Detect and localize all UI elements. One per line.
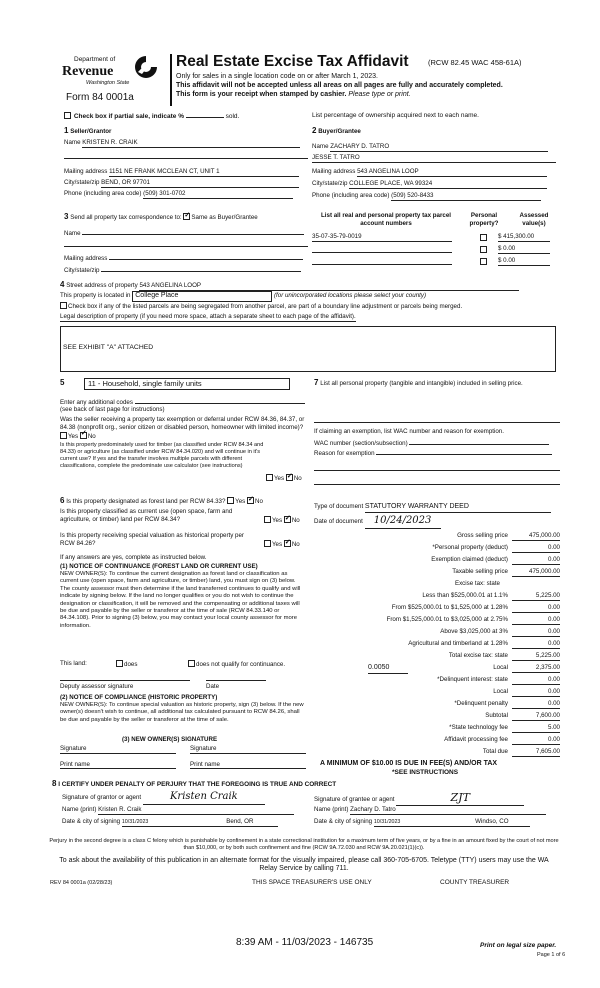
reason-line-2[interactable] — [314, 470, 560, 471]
section-6 — [60, 496, 308, 826]
additional-codes-field[interactable] — [135, 398, 305, 404]
parcel-header-assessed: Assessed value(s) — [519, 212, 549, 227]
header-line-2: This affidavit will not be accepted unless all areas on all pages are fully and accurately completed. — [176, 82, 503, 89]
county-treasurer-label: COUNTY TREASURER — [440, 879, 510, 886]
location-note: (for unincorporated locations please select your county) — [273, 292, 427, 299]
section-7 — [314, 378, 560, 528]
buyer-name-row: Name ZACHARY D. TATRO — [312, 143, 556, 152]
seller-mail-row: Mailing address 1151 NE FRANK MCCLEAN CT, UNIT 1 — [64, 168, 308, 177]
calc-row: Exemption claimed (deduct) 0.00 — [431, 556, 560, 563]
buyer-phone-field[interactable]: (509) 520-8433 — [391, 192, 541, 201]
parcel-row — [312, 233, 556, 243]
grantor-print-row: Name (print) Kristen R. Craik — [62, 806, 302, 815]
minimum-fee-note: A MINIMUM OF $10.00 IS DUE IN FEE(S) AND/OR TAX — [320, 760, 498, 767]
historic-no-checkbox[interactable] — [284, 540, 291, 547]
grantee-signature-row: Signature of grantee or agent ZJT — [314, 791, 554, 806]
corr-name-row: Name — [64, 229, 308, 238]
header-line-3 — [176, 91, 411, 100]
doc-type-row: Type of document STATUTORY WARRANTY DEED — [314, 503, 560, 513]
buyer-city-row: City/state/zip COLLEGE PLACE, WA 99324 — [312, 180, 556, 189]
timber-yes-checkbox[interactable] — [266, 474, 273, 481]
assessed-value-field[interactable]: $ 0.00 — [498, 245, 550, 254]
calc-row: Less than $525,000.01 at 1.1% 5,225.00 — [422, 592, 560, 599]
delinquent-penalty-field[interactable]: 0.00 — [512, 700, 560, 709]
buyer-name-field[interactable]: ZACHARY D. TATRO — [330, 143, 548, 152]
exemption-label: If claiming an exemption, list WAC number and reason for exemption. — [314, 428, 504, 435]
doc-date-field[interactable]: 10/24/2023 — [365, 515, 441, 529]
dor-logo — [60, 54, 170, 106]
street-row: 4 Street address of property 543 ANGELINA LOOP — [60, 280, 556, 291]
seller-name-line-2[interactable] — [64, 158, 308, 159]
tier1-tax-field[interactable]: 5,225.00 — [512, 592, 560, 601]
treasurer-use-label: THIS SPACE TREASURER'S USE ONLY — [252, 879, 372, 886]
local-rate-field[interactable]: 0.0050 — [368, 664, 408, 674]
total-due-field[interactable]: 7,605.00 — [512, 748, 560, 757]
exemption-question: Was the seller receiving a property tax exemption or deferral under RCW 84.36, 84.37, or 84.38 (nonprofit org., senior citizen or disabled person, homeowner with limited income)? Yes ✓ No — [60, 416, 308, 440]
ownership-note: List percentage of ownership acquired next to each name. — [312, 112, 479, 119]
legal-description-value: SEE EXHIBIT "A" ATTACHED — [63, 344, 154, 351]
does-not-option: does not qualify for continuance. — [188, 660, 308, 669]
form-number: Form 84 0001a — [66, 92, 134, 103]
same-as-buyer-checkbox[interactable] — [183, 213, 190, 220]
calc-row: Total excise tax: state 5,225.00 — [448, 652, 560, 659]
buyer-city-field[interactable]: COLLEGE PLACE, WA 99324 — [349, 180, 547, 189]
reason-row: Reason for exemption — [314, 449, 560, 458]
section-5 — [60, 378, 308, 488]
calc-row: *Delinquent interest: state 0.00 — [437, 676, 560, 683]
wa-logo-icon — [132, 54, 160, 80]
calc-row: Taxable selling price 475,000.00 — [452, 568, 560, 575]
parcel-number-field[interactable] — [312, 245, 452, 253]
personal-property-checkbox[interactable] — [480, 246, 487, 253]
calc-row: Agricultural and timberland at 1.28% 0.00 — [408, 640, 560, 647]
header-line-1: Only for sales in a single location code on or after March 1, 2023. — [176, 73, 378, 80]
deputy-signature-label: Deputy assessor signature — [60, 683, 134, 690]
does-qualify-checkbox[interactable] — [116, 660, 123, 667]
timber-no-checkbox[interactable] — [286, 474, 293, 481]
taxable-price-field[interactable]: 475,000.00 — [512, 568, 560, 577]
calc-row: *Delinquent penalty 0.00 — [454, 700, 560, 707]
page-number: Page 1 of 6 — [537, 952, 566, 958]
buyer-heading: 2 Buyer/Grantee — [312, 126, 361, 135]
see-instructions-note: *SEE INSTRUCTIONS — [392, 769, 459, 776]
seller-name-row: Name KRISTEN R. CRAIK — [64, 139, 308, 148]
segregation-row: Check box if any of the listed parcels are being segregated from another parcel, are part of a boundary line adjustment or parcels being merged. — [60, 302, 556, 311]
grantee-date-field[interactable]: 10/31/2023 — [374, 819, 454, 827]
legal-desc-label: Legal description of property (if you need more space, attach a separate sheet to each page of the affidavit). — [60, 313, 356, 320]
location-select[interactable]: College Place — [132, 291, 272, 302]
current-use-no-checkbox[interactable] — [284, 516, 291, 523]
notice-compliance-title: (2) NOTICE OF COMPLIANCE (HISTORIC PROPERTY) — [60, 694, 218, 701]
wac-number-field[interactable] — [409, 439, 549, 445]
delinquent-interest-local-field[interactable]: 0.00 — [512, 688, 560, 697]
partial-sale-row — [64, 112, 239, 121]
section-5-number: 5 — [60, 378, 65, 387]
header-divider — [170, 54, 172, 106]
subtotal-field[interactable]: 7,600.00 — [512, 712, 560, 721]
state-text: Washington State — [86, 80, 130, 86]
grantor-signature-field[interactable]: Kristen Craik — [143, 791, 265, 805]
grantor-date-field[interactable]: 10/31/2023 — [122, 819, 202, 827]
notice-continuance-title: (1) NOTICE OF CONTINUANCE (FOREST LAND OR CURRENT USE) — [60, 563, 258, 570]
seller-phone-row: Phone (including area code) (509) 301-0702 — [64, 190, 308, 199]
exemption-yes-checkbox[interactable] — [60, 432, 67, 439]
grantor-date-row: Date & city of signing 10/31/2023 Bend, OR — [62, 818, 302, 827]
deputy-date-line[interactable] — [206, 680, 266, 681]
assessed-value-field[interactable]: $ 415,300.00 — [498, 233, 550, 242]
certification-heading: 8 I CERTIFY UNDER PENALTY OF PERJURY THAT THE FOREGOING IS TRUE AND CORRECT — [52, 779, 337, 788]
personal-property-field[interactable] — [314, 422, 560, 423]
parcel-table — [312, 212, 556, 274]
parcel-header-personal: Personal property? — [469, 212, 499, 227]
historic-question: Is this property receiving special valuation as historical property per RCW 84.26? — [60, 532, 244, 547]
legal-paper-note: Print on legal size paper. — [480, 942, 557, 949]
calc-row: Above $3,025,000 at 3% 0.00 — [440, 628, 560, 635]
form-citation: (RCW 82.45 WAC 458-61A) — [428, 58, 522, 67]
calc-row: 0.0050 Local 2,375.00 — [314, 664, 560, 674]
forest-yes-checkbox[interactable] — [227, 497, 234, 504]
accessibility-notice: To ask about the availability of this publication in an alternate format for the visually impaired, please call 360-705-6705. Teletype (TTY) users may use the WA Relay Service by calling 711. — [59, 857, 549, 873]
tier2-tax-field[interactable]: 0.00 — [512, 604, 560, 613]
calc-row: Affidavit processing fee 0.00 — [444, 736, 560, 743]
corr-city-field[interactable] — [101, 266, 301, 272]
seller-name-field[interactable]: KRISTEN R. CRAIK — [82, 139, 300, 148]
current-use-question: Is this property classified as current use (open space, farm and agriculture, or timber) land per RCW 84.34? — [60, 508, 233, 523]
perjury-notice: Perjury in the second degree is a class C felony which is punishable by confinement in a state correctional institution for a maximum term of five years, or by a fine in an amount fixed by the court of not more than $10,000, or by both such confinement and fine (RCW 9A.72.030 and RCW 9A.20.021(1)(c)). — [49, 838, 559, 851]
calc-row: From $525,000.01 to $1,525,000 at 1.28% 0.00 — [391, 604, 560, 611]
calc-row: Excise tax: state — [454, 580, 500, 587]
grantee-date-row: Date & city of signing 10/31/2023 Windso, CO — [314, 818, 554, 827]
buyer-section — [312, 126, 556, 226]
seller-mail-field[interactable]: 1151 NE FRANK MCCLEAN CT, UNIT 1 — [109, 168, 299, 177]
corr-city-row: City/state/zip — [64, 266, 308, 275]
owner-signature-line-2[interactable] — [190, 753, 306, 754]
partial-sale-label: Check box if partial sale, indicate % — [73, 113, 184, 120]
new-owner-signature-title: (3) NEW OWNER(S) SIGNATURE — [122, 736, 218, 743]
land-use-code-select[interactable]: 11 - Household, single family units — [84, 378, 290, 390]
street-address-field[interactable]: 543 ANGELINA LOOP — [139, 282, 519, 291]
personal-property-checkbox[interactable] — [480, 258, 487, 265]
grantor-city-field[interactable]: Bend, OR — [202, 818, 278, 827]
revision-label: REV 84 0001a (02/28/23) — [50, 880, 113, 886]
calc-row: Gross selling price 475,000.00 — [457, 532, 560, 539]
personal-deduct-field[interactable]: 0.00 — [512, 544, 560, 553]
deputy-signature-line[interactable] — [60, 680, 190, 681]
additional-codes-note: (see back of last page for instructions) — [60, 406, 165, 413]
grantee-print-row: Name (print) Zachary D. Tatro — [314, 806, 554, 815]
parcel-number-field[interactable]: 35-07-35-79-0019 — [312, 233, 452, 242]
corr-name-line-2[interactable] — [64, 246, 308, 247]
deputy-date-label: Date — [206, 683, 220, 690]
exemption-no-checkbox[interactable] — [80, 432, 87, 439]
forest-question: 6 Is this property designated as forest land per RCW 84.33? Yes ✓ No — [60, 496, 308, 506]
additional-codes-row: Enter any additional codes — [60, 398, 308, 407]
receipt-text: This form is your receipt when stamped by cashier. — [176, 91, 347, 98]
technology-fee-field[interactable]: 5.00 — [512, 724, 560, 733]
assessed-value-field[interactable]: $ 0.00 — [498, 257, 550, 266]
parcel-row — [312, 257, 556, 267]
seller-city-row: City/state/zip BEND, OR 97701 — [64, 179, 308, 188]
grantee-city-field[interactable]: Windso, CO — [454, 818, 530, 827]
legal-description-field[interactable] — [60, 326, 556, 372]
corr-heading: 3 Send all property tax correspondence to: ✓ Same as Buyer/Grantee — [64, 212, 258, 222]
buyer-mail-row: Mailing address 543 ANGELINA LOOP — [312, 168, 556, 177]
ag-timber-tax-field[interactable]: 0.00 — [512, 640, 560, 649]
forest-no-checkbox[interactable] — [247, 497, 254, 504]
tier3-tax-field[interactable]: 0.00 — [512, 616, 560, 625]
signature-label-1: Signature — [60, 745, 87, 752]
timber-question: Is this property predominately used for timber (as classified under RCW 84.34 and 84.33) or agriculture (as classified under RCW 84.34.020) and will continue in it's current use? If yes and the transfer involves multiple parcels with different classifications, complete the predominate use calculator (see instructions) — [60, 442, 264, 469]
tier4-tax-field[interactable]: 0.00 — [512, 628, 560, 637]
type-print-text: Please type or print. — [348, 91, 411, 98]
grantee-print-field[interactable]: Zachary D. Tatro — [350, 806, 546, 815]
calc-row: Local 0.00 — [493, 688, 560, 695]
does-option: does — [116, 660, 137, 669]
reason-field[interactable] — [376, 449, 552, 455]
recording-stamp: 8:39 AM - 11/03/2023 - 146735 — [236, 937, 374, 948]
this-land-label: This land: — [60, 660, 87, 667]
personal-property-label: 7 List all personal property (tangible and intangible) included in selling price. — [314, 378, 523, 387]
local-tax-field[interactable]: 2,375.00 — [512, 664, 560, 673]
current-use-yes-checkbox[interactable] — [264, 516, 271, 523]
partial-percent-field[interactable] — [186, 112, 224, 118]
calc-row: Subtotal 7,600.00 — [485, 712, 560, 719]
revenue-text: Revenue — [62, 64, 114, 79]
grantor-print-field[interactable]: Kristen R. Craik — [98, 806, 294, 815]
gross-price-field[interactable]: 475,000.00 — [512, 532, 560, 541]
if-yes-note: If any answers are yes, complete as instructed below. — [60, 554, 207, 561]
seller-heading: 1 Seller/Grantor — [64, 126, 112, 135]
timber-answers: Yes ✓ No — [266, 474, 302, 483]
calc-row: *Personal property (deduct) 0.00 — [432, 544, 560, 551]
delinquent-interest-state-field[interactable]: 0.00 — [512, 676, 560, 685]
does-not-qualify-checkbox[interactable] — [188, 660, 195, 667]
current-use-answers: Yes ✓ No — [264, 516, 300, 525]
seller-city-field[interactable]: BEND, OR 97701 — [101, 179, 299, 188]
calc-row: *State technology fee 5.00 — [449, 724, 560, 731]
wac-row: WAC number (section/subsection) — [314, 439, 560, 448]
reason-line-3[interactable] — [314, 484, 560, 485]
buyer-phone-row: Phone (including area code) (509) 520-8433 — [312, 192, 556, 201]
partial-sale-checkbox[interactable] — [64, 112, 71, 119]
parcel-row — [312, 245, 556, 255]
print-name-label-1: Print name — [60, 761, 90, 768]
grantee-signature-field[interactable]: ZJT — [396, 791, 524, 806]
parcel-number-field[interactable] — [312, 257, 452, 265]
corr-name-field[interactable] — [82, 229, 304, 235]
corr-mail-row: Mailing address — [64, 254, 308, 263]
certification — [52, 779, 560, 835]
print-name-label-2: Print name — [190, 761, 220, 768]
doc-date-row: Date of document 10/24/2023 — [314, 515, 560, 529]
calc-row: Total due 7,605.00 — [482, 748, 560, 755]
segregation-checkbox[interactable] — [60, 302, 67, 309]
doc-type-field[interactable]: STATUTORY WARRANTY DEED — [365, 503, 551, 513]
grantor-signature-row: Signature of grantor or agent Kristen Craik — [62, 791, 302, 805]
seller-phone-field[interactable]: (509) 301-0702 — [143, 190, 293, 199]
sold-label: sold. — [225, 113, 240, 120]
corr-mail-field[interactable] — [109, 254, 303, 260]
historic-yes-checkbox[interactable] — [264, 540, 271, 547]
personal-property-checkbox[interactable] — [480, 234, 487, 241]
location-row: This property is located in College Place (for unincorporated locations please select your county) — [60, 291, 556, 302]
historic-answers: Yes ✓ No — [264, 540, 300, 549]
exemption-deduct-field[interactable]: 0.00 — [512, 556, 560, 565]
signature-label-2: Signature — [190, 745, 217, 752]
dept-of-text: Department of — [74, 56, 116, 63]
processing-fee-field[interactable]: 0.00 — [512, 736, 560, 745]
notice-continuance-body: NEW OWNER(S): To continue the current designation as forest land or classification as current use (open space, farm and agriculture, or timber) land, you must sign on (3) below. The county assessor must then determine if the land transferred continues to qualify and will indicate by signing below. If the land no longer qualifies or you do not wish to continue the designation or classification, it will be removed and the compensating or additional taxes will be due and payable by the seller or transferor at the time of sale (RCW 84.33.140 or 84.34.108). Prior to signing (3) below, you may contact your local county assessor for more information. — [60, 571, 301, 629]
calc-row: From $1,525,000.01 to $3,025,000 at 2.75% 0.00 — [386, 616, 560, 623]
total-state-tax-field[interactable]: 5,225.00 — [512, 652, 560, 661]
form-title: Real Estate Excise Tax Affidavit — [176, 53, 409, 70]
section-4 — [60, 280, 556, 374]
notice-compliance-body: NEW OWNER(S): To continue special valuation as historic property, sign (3) below. If the new owner(s) doesn't wish to continue, all additional tax calculated pursuant to RCW 84.26, shall be due and payable by the seller or transferor at the time of sale. — [60, 702, 304, 723]
correspondence-section — [64, 212, 308, 276]
owner-signature-line-1[interactable] — [60, 753, 176, 754]
buyer-mail-field[interactable]: 543 ANGELINA LOOP — [357, 168, 547, 177]
parcel-header-numbers: List all real and personal property tax parcel account numbers — [321, 212, 451, 227]
buyer-name2-field[interactable]: JESSE T. TATRO — [312, 154, 556, 163]
